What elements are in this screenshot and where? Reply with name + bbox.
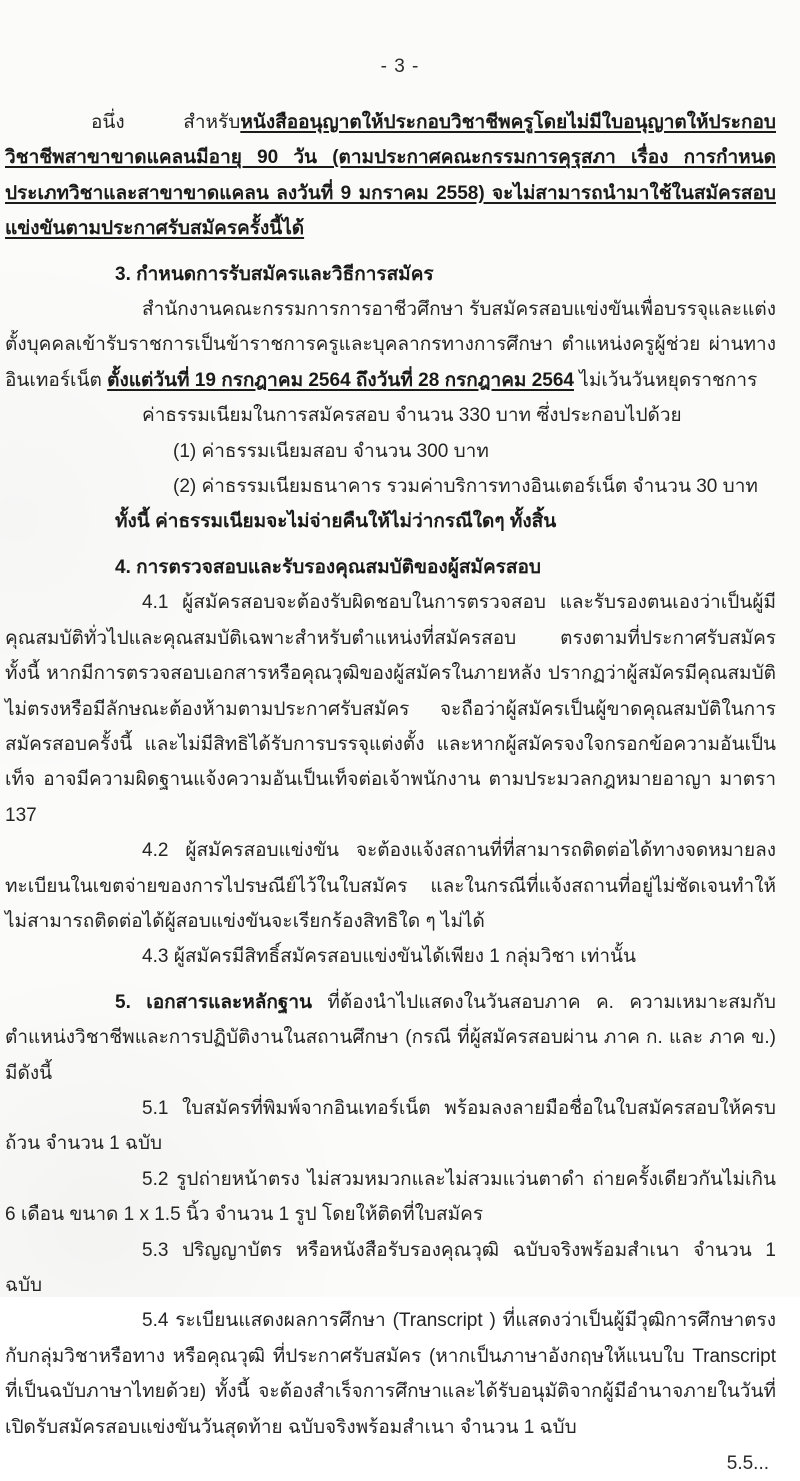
intro-paragraph (5, 105, 776, 247)
clause-5-4 (5, 1303, 776, 1445)
clause-4-3 (5, 939, 776, 974)
text-segment: 4.3 ผู้สมัครมีสิทธิ์สมัครสอบแข่งขันได้เพียง 1 กลุ่มวิชา เท่านั้น (142, 946, 636, 968)
section-3-paragraph (5, 292, 776, 398)
text-segment: ทั้งนี้ ค่าธรรมเนียมจะไม่จ่ายคืนให้ไม่ว่ากรณีใดๆ ทั้งสิ้น (115, 511, 557, 533)
text-segment: 5.1 ใบสมัครที่พิมพ์จากอินเทอร์เน็ต พร้อมลงลายมือชื่อในใบสมัครสอบให้ครบถ้วน จำนวน 1 ฉบับ (5, 1097, 776, 1155)
text-segment: 5.2 รูปถ่ายหน้าตรง ไม่สวมหมวกและไม่สวมแว่นตาดำ ถ่ายครั้งเดียวกันไม่เกิน 6 เดือน ขนาด 1 x 1.5 นิ้ว จำนวน 1 รูป โดยให้ติดที่ใบสมัคร (5, 1168, 776, 1226)
text-segment: หนังสืออนุญาตให้ประกอบวิชาชีพครูโดยไม่มีใบอนุญาตให้ประกอบวิชาชีพสาขาขาดแคลนมีอายุ 90 วัน (ตามประกาศคณะกรรมการคุรุสภา เรื่อง การกำหนดประเภทวิชาและสาขาขาดแคลน ลงวันที่ 9 มกราคม 2558) จะไม่สามารถนำมาใช้ในสมัครสอบแข่งขันตามประกาศรับสมัครครั้งนี้ได้ (5, 112, 776, 240)
text-segment: 5.3 ปริญญาบัตร หรือหนังสือรับรองคุณวุฒิ ฉบับจริงพร้อมสำเนา จำนวน 1 ฉบับ (5, 1239, 776, 1296)
clause-5-2 (5, 1162, 776, 1233)
text-segment: 5. เอกสารและหลักฐาน (115, 991, 313, 1013)
clause-5-3 (5, 1233, 776, 1304)
text-segment: ตั้งแต่วันที่ 19 กรกฎาคม 2564 ถึงวันที่ 28 กรกฎาคม 2564 (107, 369, 574, 391)
clause-4-2 (5, 833, 776, 939)
text-segment: 4.1 ผู้สมัครสอบจะต้องรับผิดชอบในการตรวจสอบ และรับรองตนเองว่าเป็นผู้มีคุณสมบัติทั่วไปและคุณสมบัติเฉพาะสำหรับตำแหน่งที่สมัครสอบ ตรงตามที่ประกาศรับสมัคร ทั้งนี้ หากมีการตรวจสอบเอกสารหรือคุณวุฒิของผู้สมัครในภายหลัง ปรากฏว่าผู้สมัครมีคุณสมบัติไม่ตรงหรือมีลักษณะต้องห้ามตามประกาศรับสมัคร จะถือว่าผู้สมัครเป็นผู้ขาดคุณสมบัติในการสมัครสอบครั้งนี้ และไม่มีสิทธิได้รับการบรรจุแต่งตั้ง และหากผู้สมัครจงใจกรอกข้อความอันเป็นเท็จ อาจมีความผิดฐานแจ้งความอันเป็นเท็จต่อเจ้าพนักงาน ตามประมวลกฎหมายอาญา มาตรา 137 (5, 592, 776, 826)
text-segment: 4.2 ผู้สมัครสอบแข่งขัน จะต้องแจ้งสถานที่ที่สามารถติดต่อได้ทางจดหมายลงทะเบียนในเขตจ่ายของการไปรษณีย์ไว้ในใบสมัคร และในกรณีที่แจ้งสถานที่อยู่ไม่ชัดเจนทำให้ไม่สามารถติดต่อได้ผู้สอบแข่งขันจะเรียกร้องสิทธิใด ๆ ไม่ได้ (5, 840, 776, 932)
fee-item-1 (5, 434, 776, 469)
text-segment: (1) ค่าธรรมเนียมสอบ จำนวน 300 บาท (173, 440, 489, 462)
text-segment: สำนักงานคณะกรรมการการอาชีวศึกษา รับสมัครสอบแข่งขันเพื่อบรรจุและแต่งตั้งบุคคลเข้ารับราชการเป็นข้าราชการครูและบุคลากรทางการศึกษา ตำแหน่งครูผู้ช่วย ผ่านทางอินเทอร์เน็ต (5, 299, 776, 391)
fee-summary-line (5, 398, 776, 433)
section-4-heading (5, 550, 776, 585)
text-segment: 5.4 ระเบียนแสดงผลการศึกษา (Transcript ) ที่แสดงว่าเป็นผู้มีวุฒิการศึกษาตรงกับกลุ่มวิชาหรือทาง หรือคุณวุฒิ ที่ประกาศรับสมัคร (หากเป็นภาษาอังกฤษให้แนบใบ Transcript ที่เป็นฉบับภาษาไทยด้วย) ทั้งนี้ จะต้องสำเร็จการศึกษาและได้รับอนุมัติจากผู้มีอำนาจภายในวันที่เปิดรับสมัครสอบแข่งขันวันสุดท้าย ฉบับจริงพร้อมสำเนา จำนวน 1 ฉบับ (5, 1310, 776, 1438)
text-segment: อนึ่ง สำหรับ (91, 112, 241, 133)
text-segment: 3. กำหนดการรับสมัครและวิธีการสมัคร (115, 263, 434, 285)
section-5-heading-paragraph (5, 985, 776, 1091)
text-segment: 4. การตรวจสอบและรับรองคุณสมบัติของผู้สมัครสอบ (115, 556, 541, 578)
section-3-heading (5, 257, 776, 292)
fee-item-2 (5, 469, 776, 504)
clause-4-1 (5, 585, 776, 833)
text-segment: ไม่เว้นวันหยุดราชการ (574, 369, 758, 391)
text-segment: ค่าธรรมเนียมในการสมัครสอบ จำนวน 330 บาท ซึ่งประกอบไปด้วย (142, 405, 682, 427)
clause-5-1 (5, 1091, 776, 1162)
document-body (0, 105, 800, 1445)
page-number: - 3 - (380, 56, 420, 77)
fee-no-refund-note (5, 504, 776, 539)
continuation-marker: 5.5... (726, 1453, 769, 1475)
text-segment: (2) ค่าธรรมเนียมธนาคาร รวมค่าบริการทางอินเตอร์เน็ต จำนวน 30 บาท (173, 476, 758, 498)
text-segment: ที่ต้องนำไปแสดงในวันสอบภาค ค. ความเหมาะสมกับตำแหน่งวิชาชีพและการปฏิบัติงานในสถานศึกษา (กรณี ที่ผู้สมัครสอบผ่าน ภาค ก. และ ภาค ข.) มีดังนี้ (5, 991, 776, 1084)
